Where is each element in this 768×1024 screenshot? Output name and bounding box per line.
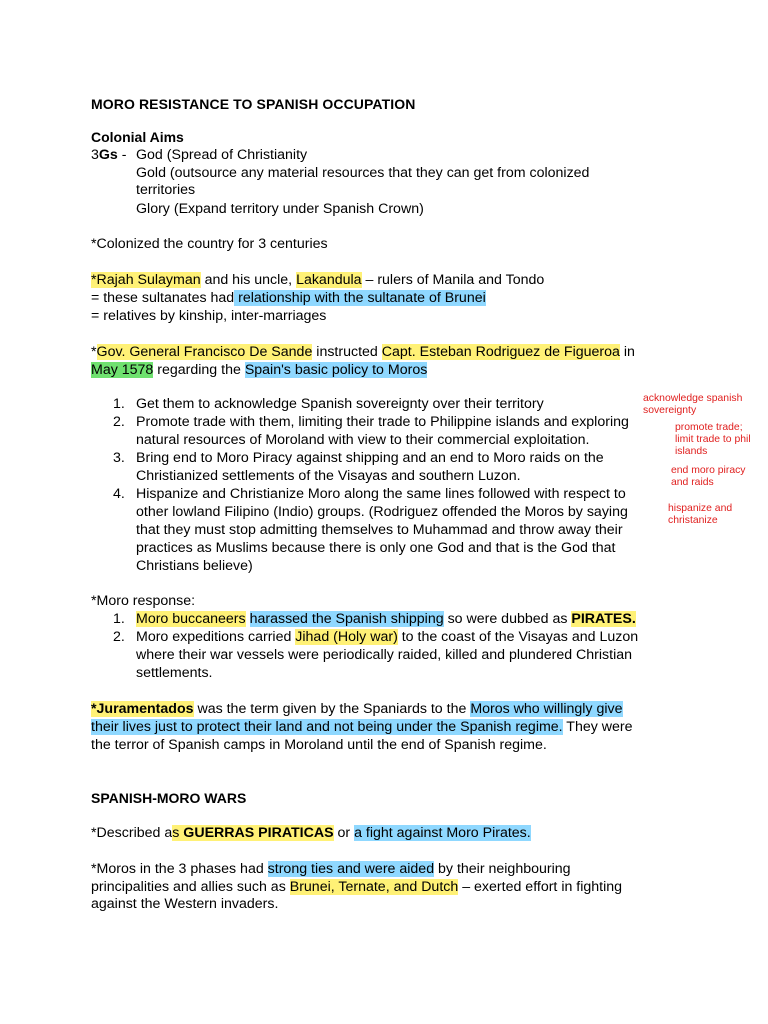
wars-described	[91, 824, 531, 842]
gov-in: in	[619, 344, 635, 360]
note-line: islands	[675, 446, 708, 457]
gs-prefix: 3	[91, 147, 99, 163]
brunei-relationship: relationship with the sultanate of Brunei	[234, 290, 486, 306]
three-gs-label	[91, 146, 127, 164]
gov-name: Gov. General Francisco De Sande	[96, 344, 313, 360]
gov-date: May 1578	[91, 362, 154, 378]
rajah-line2	[91, 289, 486, 307]
rajah-text2: – rulers of Manila and Tondo	[361, 272, 545, 288]
rajah-text3: = these sultanates had	[91, 290, 235, 306]
note-line: hispanize and	[668, 503, 733, 514]
note-line: limit trade to phil	[675, 434, 751, 445]
rajah-line1	[91, 271, 544, 289]
wars-phases-line1	[91, 860, 571, 878]
response-text: Moro expeditions carried	[136, 629, 296, 645]
policy-item-line: that they must stop admitting themselves to Muhammad and throw away their	[136, 522, 623, 538]
policy-number: 1.	[113, 396, 125, 412]
wars-phases-line2	[91, 878, 622, 896]
gov-instructed: instructed	[312, 344, 382, 360]
policy-number: 2.	[113, 414, 125, 430]
response-text: to the coast of the Visayas and Luzon	[397, 629, 639, 645]
margin-note-trade	[675, 422, 751, 458]
policy-item-line: practices as Muslims because there is only one God and that is the God that	[136, 540, 616, 556]
aim-gold-line2: territories	[136, 182, 196, 198]
gov-regarding: regarding the	[153, 362, 245, 378]
aim-god: God (Spread of Christianity	[136, 147, 308, 163]
jura-text: was the term given by the Spaniards to the	[193, 701, 471, 717]
response-item-2-line3: settlements.	[136, 665, 213, 681]
response-number: 1.	[113, 611, 125, 627]
policy-item-line: Christianized settlements of the Visayas and southern Luzon.	[136, 468, 521, 484]
response-item-1	[136, 610, 636, 628]
capt-name: Capt. Esteban Rodriguez de Figueroa	[381, 344, 620, 360]
margin-note-sovereignty	[643, 393, 742, 417]
wars-highlight-s: s	[172, 825, 184, 841]
juramentados-label: *Juramentados	[91, 701, 194, 717]
policy-number: 3.	[113, 450, 125, 466]
gov-star: *	[91, 344, 97, 360]
response-text: so were dubbed as	[443, 611, 572, 627]
response-number: 2.	[113, 629, 125, 645]
jihad-label: Jihad (Holy war)	[295, 629, 398, 645]
wars-text: – exerted effort in fighting	[458, 879, 623, 895]
policy-item-line: Hispanize and Christianize Moro along the same lines followed with respect to	[136, 486, 626, 502]
rajah-sulayman: *Rajah Sulayman	[91, 272, 201, 288]
note-line: promote trade;	[675, 422, 743, 433]
aim-gold-line1: Gold (outsource any material resources that they can get from colonized	[136, 165, 590, 181]
policy-item-line: Get them to acknowledge Spanish sovereignty over their territory	[136, 396, 544, 412]
gs-dash: -	[117, 147, 127, 163]
moro-response-heading: *Moro response:	[91, 593, 196, 609]
jura-text: They were	[562, 719, 633, 735]
policy-item-line: natural resources of Moroland with view to their commercial exploitation.	[136, 432, 590, 448]
strong-ties: strong ties and were aided	[267, 861, 435, 877]
response-space	[246, 611, 250, 627]
wars-text: principalities and allies such as	[91, 879, 290, 895]
policy-item-line: Christians believe)	[136, 558, 253, 574]
lakandula: Lakandula	[296, 272, 362, 288]
note-line: sovereignty	[643, 405, 697, 416]
allies-list: Brunei, Ternate, and Dutch	[289, 879, 459, 895]
jura-line2	[91, 718, 633, 736]
aim-glory: Glory (Expand territory under Spanish Crown)	[136, 201, 424, 217]
wars-text: *Described a	[91, 825, 173, 841]
pirates-label: PIRATES.	[571, 611, 636, 627]
jura-line3: the terror of Spanish camps in Moroland until the end of Spanish regime.	[91, 737, 547, 753]
wars-text: *Moros in the 3 phases had	[91, 861, 268, 877]
gov-line2	[91, 361, 427, 379]
moro-buccaneers: Moro buccaneers	[136, 611, 246, 627]
wars-phases-line3: against the Western invaders.	[91, 896, 279, 912]
gs-bold: Gs	[98, 147, 118, 163]
note-line: and raids	[671, 477, 714, 488]
gov-line1	[91, 343, 635, 361]
margin-note-piracy	[671, 465, 746, 489]
colonized-centuries: *Colonized the country for 3 centuries	[91, 236, 328, 252]
response-item-2-line2: where their war vessels were periodically raided, killed and plundered Christian	[136, 647, 633, 663]
jura-highlight1: Moros who willingly give	[470, 701, 623, 717]
policy-item-line: other lowland Filipino (Indio) groups. (Rodriguez offended the Moros by saying	[136, 504, 628, 520]
rajah-text1: and his uncle,	[200, 272, 297, 288]
wars-text: by their neighbouring	[434, 861, 571, 877]
margin-note-hispanize	[668, 503, 732, 527]
colonial-aims-heading: Colonial Aims	[91, 129, 184, 145]
rajah-line3: = relatives by kinship, inter-marriages	[91, 308, 327, 324]
wars-heading: SPANISH-MORO WARS	[91, 790, 247, 806]
policy-item-line: Promote trade with them, limiting their trade to Philippine islands and exploring	[136, 414, 629, 430]
guerras-piraticas: GUERRAS PIRATICAS	[183, 825, 334, 841]
note-line: end moro piracy	[671, 465, 746, 476]
jura-line1	[91, 700, 623, 718]
fight-pirates: a fight against Moro Pirates.	[354, 825, 531, 841]
wars-text: or	[333, 825, 355, 841]
harassed-shipping: harassed the Spanish shipping	[249, 611, 444, 627]
spain-policy: Spain's basic policy to Moros	[244, 362, 428, 378]
policy-number: 4.	[113, 486, 125, 502]
response-item-2	[136, 628, 638, 646]
page-title: MORO RESISTANCE TO SPANISH OCCUPATION	[91, 96, 416, 112]
policy-item-line: Bring end to Moro Piracy against shipping and an end to Moro raids on the	[136, 450, 604, 466]
note-line: acknowledge spanish	[643, 393, 743, 404]
note-line: christanize	[668, 515, 718, 526]
jura-highlight2: their lives just to protect their land and not being under the Spanish regime.	[91, 719, 563, 735]
